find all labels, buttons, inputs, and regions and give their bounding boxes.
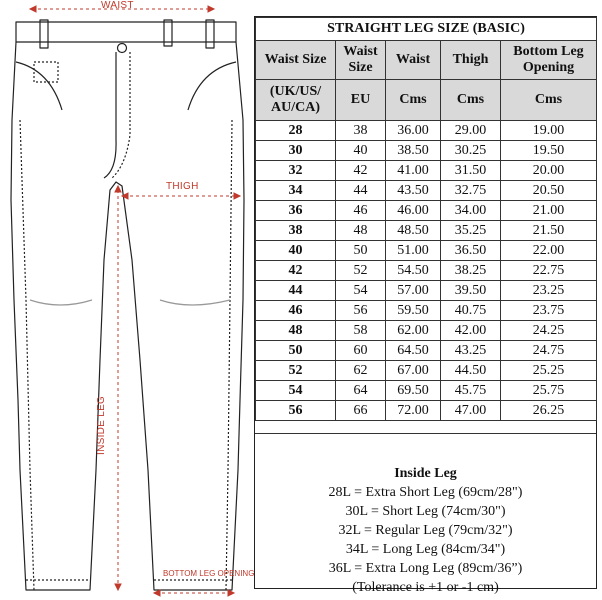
table-cell: 46.00 [386, 201, 441, 221]
table-cell: 19.00 [501, 121, 597, 141]
table-cell: 21.50 [501, 221, 597, 241]
notes-line: (Tolerance is +1 or -1 cm) [352, 580, 499, 595]
table-cell: 59.50 [386, 301, 441, 321]
table-cell: 64.50 [386, 341, 441, 361]
table-cell: 23.25 [501, 281, 597, 301]
table-row [256, 121, 597, 141]
waistband [16, 22, 236, 42]
size-rows [256, 121, 597, 421]
table-cell: 36 [256, 201, 336, 221]
table-row [256, 241, 597, 261]
header-region: (UK/US/ AU/CA) [256, 80, 336, 121]
table-row [256, 381, 597, 401]
belt-loop [40, 20, 48, 48]
table-row [256, 361, 597, 381]
table-row [256, 341, 597, 361]
table-row [256, 141, 597, 161]
table-cell: 38.25 [441, 261, 501, 281]
table-cell: 57.00 [386, 281, 441, 301]
notes-line: 28L = Extra Short Leg (69cm/28") [328, 485, 523, 500]
notes-title: Inside Leg [394, 466, 457, 481]
table-cell: 43.50 [386, 181, 441, 201]
inside-leg-notes [255, 433, 596, 595]
table-cell: 58 [336, 321, 386, 341]
table-cell: 31.50 [441, 161, 501, 181]
table-cell: 46 [336, 201, 386, 221]
table-cell: 25.75 [501, 381, 597, 401]
table-cell: 62.00 [386, 321, 441, 341]
table-row [256, 261, 597, 281]
table-title: STRAIGHT LEG SIZE (BASIC) [256, 18, 597, 41]
table-cell: 40.75 [441, 301, 501, 321]
table-cell: 24.75 [501, 341, 597, 361]
table-cell: 22.00 [501, 241, 597, 261]
table-cell: 22.75 [501, 261, 597, 281]
table-cell: 35.25 [441, 221, 501, 241]
notes-line: 32L = Regular Leg (79cm/32") [338, 523, 513, 538]
header-unit-bottom: Cms [501, 80, 597, 121]
table-cell: 69.50 [386, 381, 441, 401]
inside-leg-label: INSIDE LEG [96, 395, 107, 455]
table-cell: 28 [256, 121, 336, 141]
table-cell: 47.00 [441, 401, 501, 421]
arrow-right-icon [234, 193, 240, 199]
table-row [256, 161, 597, 181]
table-row [256, 321, 597, 341]
arrow-left-icon [154, 590, 160, 596]
notes-line: 34L = Long Leg (84cm/34") [345, 542, 506, 557]
table-row [256, 401, 597, 421]
header-eu: EU [336, 80, 386, 121]
table-cell: 34.00 [441, 201, 501, 221]
table-cell: 62 [336, 361, 386, 381]
table-cell: 72.00 [386, 401, 441, 421]
table-cell: 45.75 [441, 381, 501, 401]
table-cell: 20.00 [501, 161, 597, 181]
notes-line: 36L = Extra Long Leg (89cm/36”) [328, 561, 523, 576]
table-cell: 48 [256, 321, 336, 341]
header-unit-thigh: Cms [441, 80, 501, 121]
table-cell: 30.25 [441, 141, 501, 161]
table-cell: 42 [256, 261, 336, 281]
table-cell: 44 [336, 181, 386, 201]
table-cell: 30 [256, 141, 336, 161]
table-cell: 19.50 [501, 141, 597, 161]
table-cell: 64 [336, 381, 386, 401]
table-cell: 25.25 [501, 361, 597, 381]
table-cell: 42.00 [441, 321, 501, 341]
table-cell: 34 [256, 181, 336, 201]
table-cell: 39.50 [441, 281, 501, 301]
table-row [256, 301, 597, 321]
table-cell: 46 [256, 301, 336, 321]
header-waist-size-eu: Waist Size [336, 41, 386, 80]
arrow-right-icon [208, 6, 214, 12]
table-cell: 44.50 [441, 361, 501, 381]
jeans-drawing [0, 0, 255, 600]
table-row [256, 201, 597, 221]
arrow-up-icon [115, 186, 121, 192]
header-unit-waist: Cms [386, 80, 441, 121]
table-cell: 32 [256, 161, 336, 181]
table-cell: 20.50 [501, 181, 597, 201]
table-cell: 24.25 [501, 321, 597, 341]
table-cell: 48.50 [386, 221, 441, 241]
header-waist-size: Waist Size [256, 41, 336, 80]
table-cell: 21.00 [501, 201, 597, 221]
header-bottom-leg-opening: Bottom Leg Opening [501, 41, 597, 80]
button-icon [118, 44, 127, 53]
arrow-right-icon [228, 590, 234, 596]
table-cell: 66 [336, 401, 386, 421]
table-row [256, 221, 597, 241]
table-cell: 36.50 [441, 241, 501, 261]
table-cell: 38.50 [386, 141, 441, 161]
header-waist: Waist [386, 41, 441, 80]
arrow-down-icon [115, 584, 121, 590]
table-cell: 29.00 [441, 121, 501, 141]
table-cell: 23.75 [501, 301, 597, 321]
table-row [256, 181, 597, 201]
table-cell: 54.50 [386, 261, 441, 281]
jeans-illustration [0, 0, 255, 600]
table-cell: 32.75 [441, 181, 501, 201]
table-cell: 50 [256, 341, 336, 361]
size-chart [254, 16, 597, 595]
bottom-leg-opening-label: BOTTOM LEG OPENING [163, 569, 255, 578]
table-cell: 56 [256, 401, 336, 421]
table-cell: 60 [336, 341, 386, 361]
right-pocket [188, 62, 236, 110]
waist-label: WAIST [101, 0, 134, 11]
jeans-outline [11, 42, 244, 590]
table-cell: 41.00 [386, 161, 441, 181]
table-cell: 52 [256, 361, 336, 381]
table-cell: 26.25 [501, 401, 597, 421]
table-cell: 40 [336, 141, 386, 161]
table-cell: 44 [256, 281, 336, 301]
table-cell: 43.25 [441, 341, 501, 361]
table-cell: 50 [336, 241, 386, 261]
fly-seam [104, 52, 116, 178]
table-cell: 56 [336, 301, 386, 321]
table-cell: 67.00 [386, 361, 441, 381]
table-cell: 38 [256, 221, 336, 241]
size-table [255, 17, 597, 421]
table-cell: 40 [256, 241, 336, 261]
notes-line: 30L = Short Leg (74cm/30") [345, 504, 506, 519]
table-cell: 48 [336, 221, 386, 241]
table-cell: 54 [256, 381, 336, 401]
table-cell: 54 [336, 281, 386, 301]
table-cell: 36.00 [386, 121, 441, 141]
table-row [256, 281, 597, 301]
table-cell: 52 [336, 261, 386, 281]
thigh-label: THIGH [166, 181, 199, 192]
header-thigh: Thigh [441, 41, 501, 80]
arrow-left-icon [30, 6, 36, 12]
table-cell: 51.00 [386, 241, 441, 261]
left-pocket [16, 62, 62, 110]
table-cell: 42 [336, 161, 386, 181]
belt-loop [206, 20, 214, 48]
table-cell: 38 [336, 121, 386, 141]
